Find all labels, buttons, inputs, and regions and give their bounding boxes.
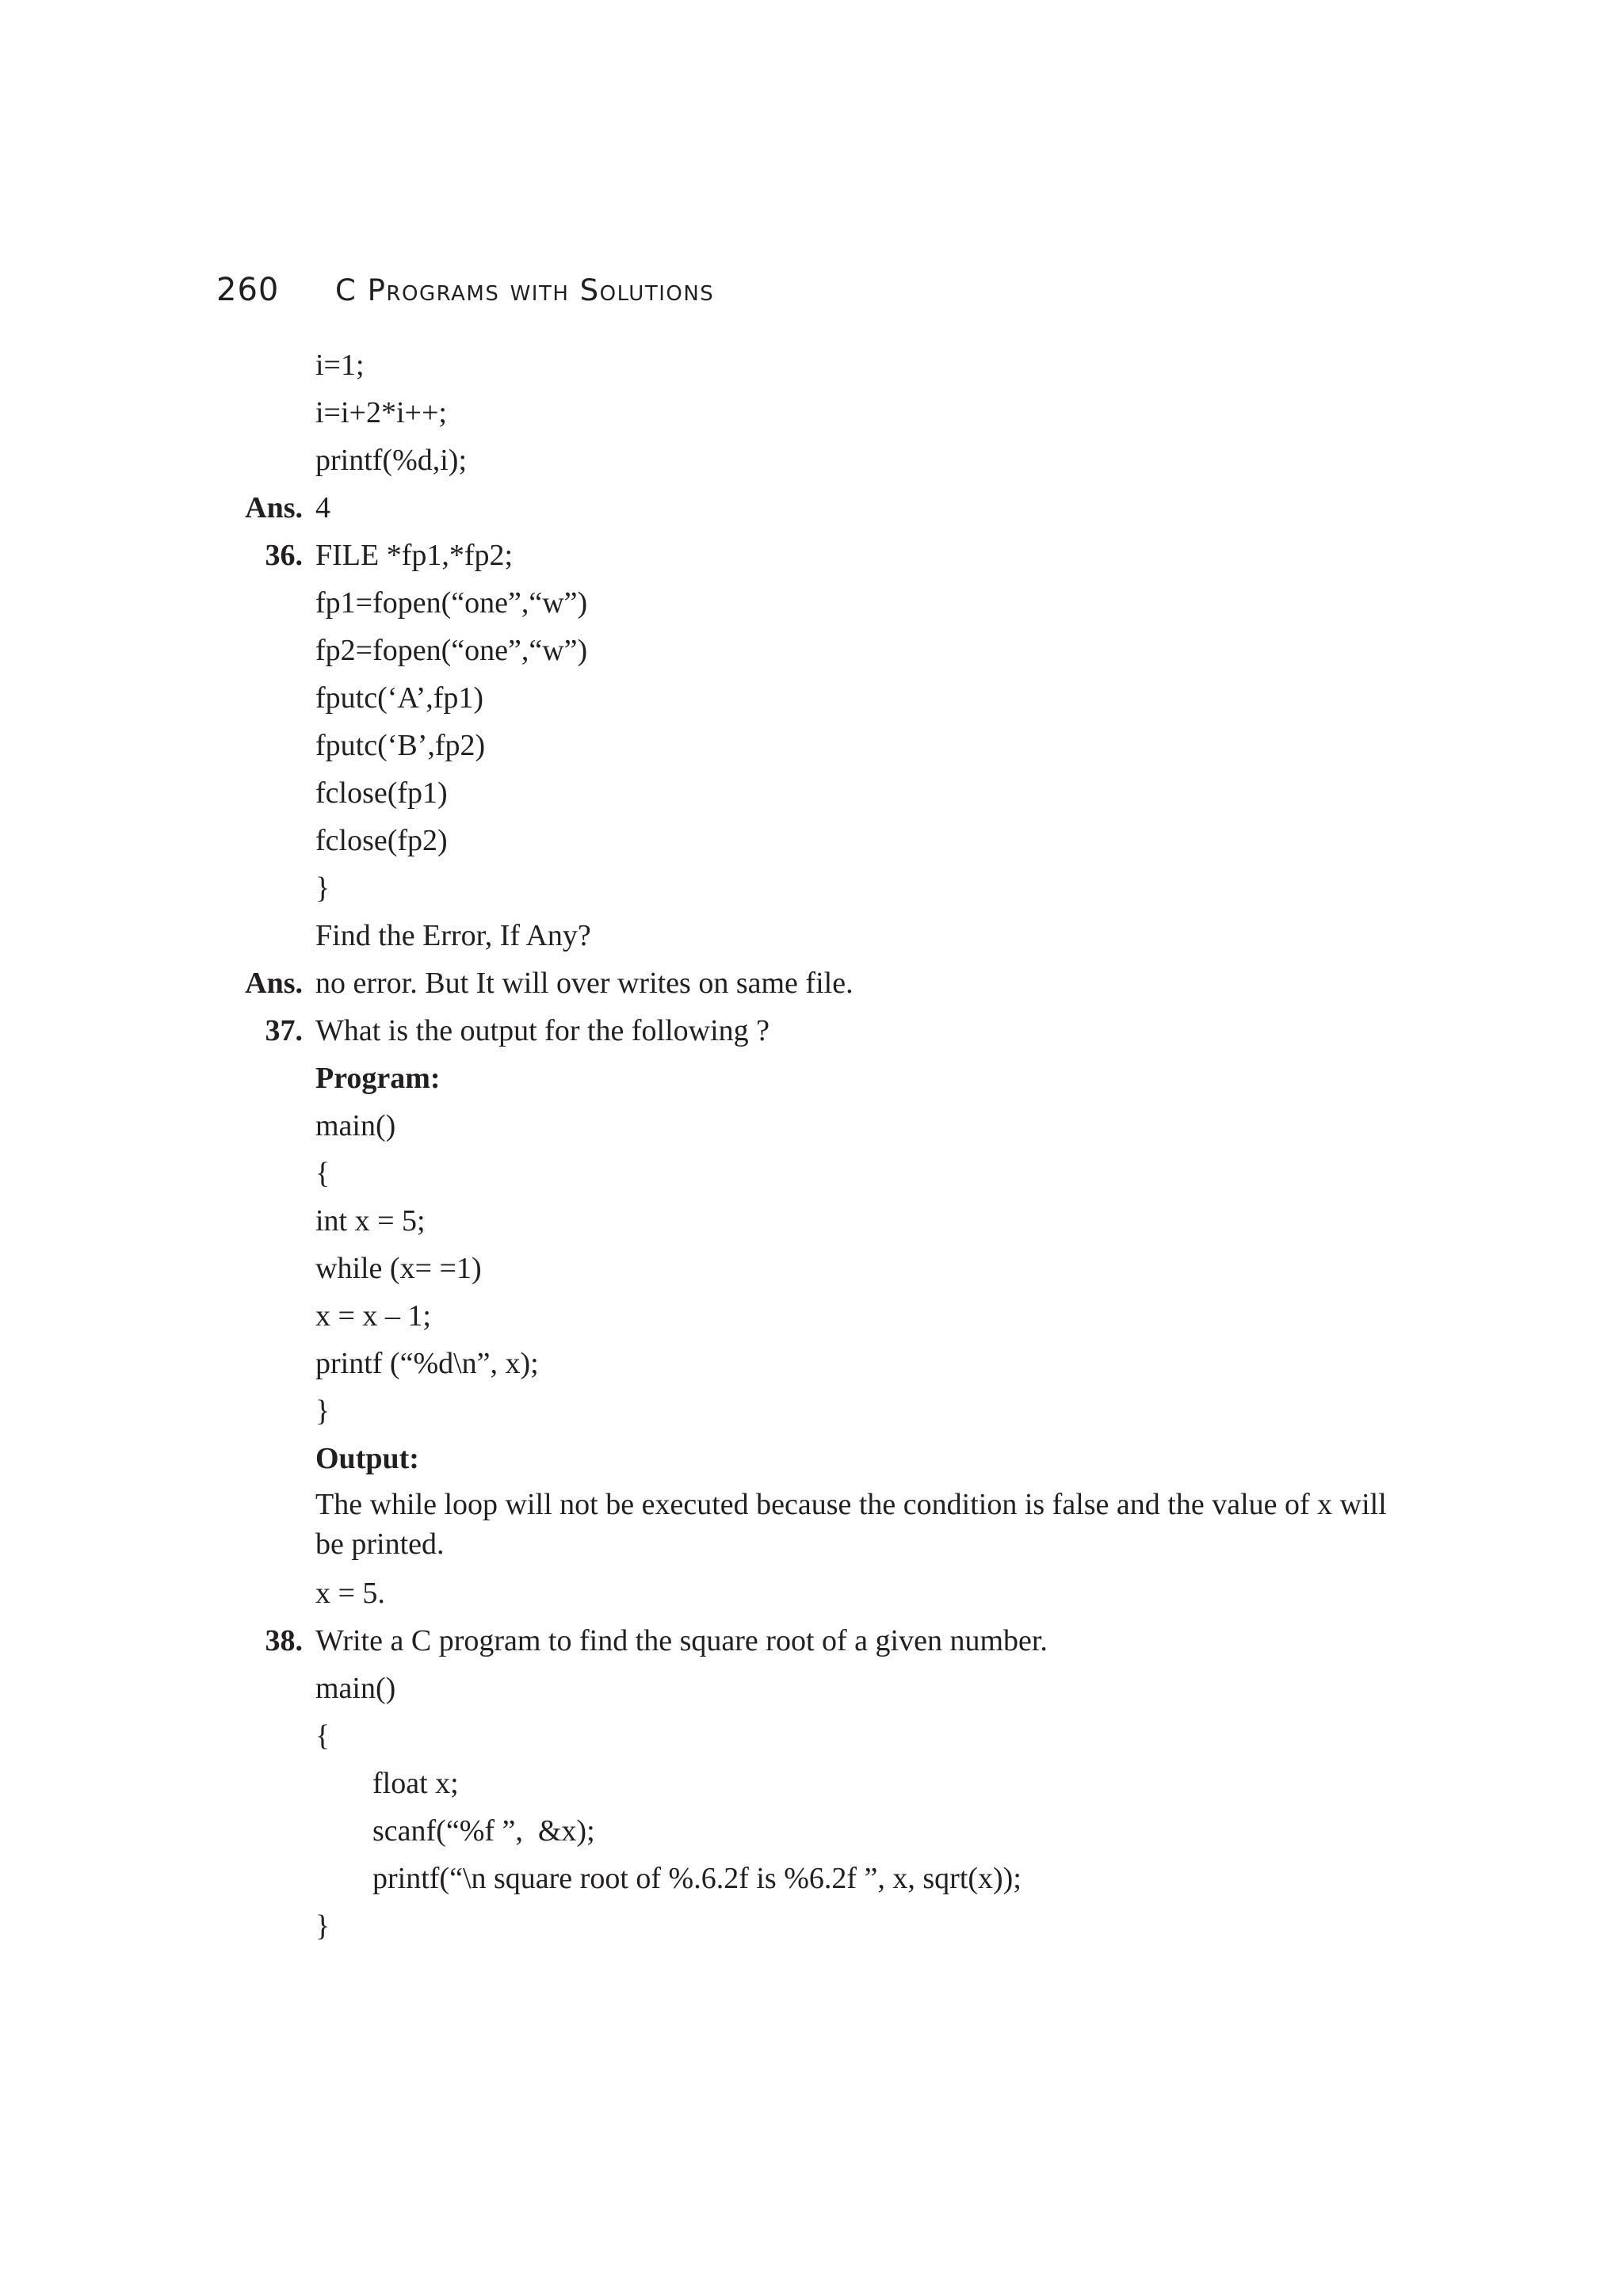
page-number: 260 [216,272,280,308]
code-line: fclose(fp2) [315,824,448,857]
code-line: main() [315,1109,396,1142]
output-heading: Output: [315,1442,419,1475]
code-line: x = x – 1; [315,1299,431,1333]
code-line: scanf(“%f ”, &x); [372,1814,595,1848]
code-line: fputc(‘B’,fp2) [315,729,486,762]
code-line: i=i+2*i++; [315,396,447,429]
output-result: x = 5. [315,1577,385,1610]
code-line: while (x= =1) [315,1252,482,1285]
code-line: fp2=fopen(“one”,“w”) [315,634,588,667]
page-header [216,272,714,319]
code-line: printf(%d,i); [315,444,468,477]
code-line: FILE *fp1,*fp2; [315,539,514,572]
running-title: C Programs with Solutions [335,273,715,307]
code-line: fputc(‘A’,fp1) [315,681,484,715]
code-line: i=1; [315,349,365,382]
program-heading: Program: [315,1062,441,1095]
question-text: Write a C program to find the square root of a given number. [315,1624,1048,1657]
output-explanation: The while loop will not be executed because the condition is false and the value of x will be printed. [315,1488,1387,1561]
code-line: float x; [372,1767,459,1800]
question-number: 38. [265,1624,303,1657]
code-line: fclose(fp1) [315,776,448,810]
answer-label: Ans. [245,491,303,524]
code-line: } [315,1909,330,1943]
code-line: main() [315,1672,396,1705]
answer-text: no error. But It will over writes on same file. [315,967,854,1000]
code-line: { [315,1719,330,1753]
question-number: 37. [265,1014,303,1047]
question-text: Find the Error, If Any? [315,919,591,952]
question-text: What is the output for the following ? [315,1014,770,1047]
code-line: printf(“\n square root of %.6.2f is %6.2f ”, x, sqrt(x)); [372,1862,1022,1895]
code-line: printf (“%d\n”, x); [315,1347,539,1380]
code-line: { [315,1157,330,1190]
code-line: } [315,1394,330,1428]
answer-text: 4 [315,491,330,524]
code-line: } [315,871,330,905]
code-line: int x = 5; [315,1204,426,1238]
code-line: fp1=fopen(“one”,“w”) [315,586,588,620]
answer-label: Ans. [245,967,303,1000]
question-number: 36. [265,539,303,572]
